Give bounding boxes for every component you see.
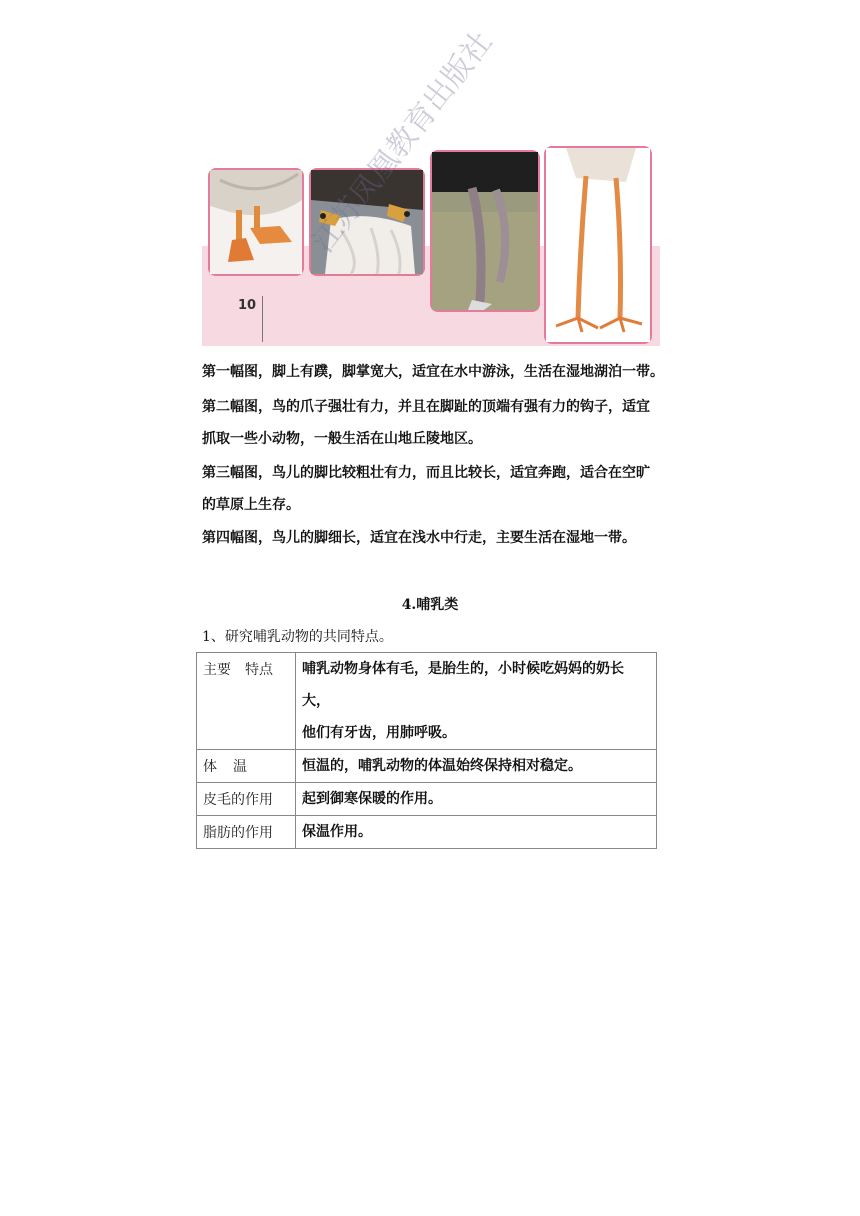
row-value: 起到御寒保暖的作用。 [296, 783, 657, 816]
table-row [197, 783, 657, 816]
row-label: 体温 [197, 750, 296, 783]
row-label: 主要 特点 [197, 653, 296, 750]
paragraph-second-image: 第二幅图，鸟的爪子强壮有力，并且在脚趾的顶端有强有力的钩子，适宜 [202, 399, 650, 415]
paragraph-second-image-cont: 抓取一些小动物，一般生活在山地丘陵地区。 [202, 431, 482, 447]
bird-feet-figure [202, 25, 660, 346]
paragraph-third-image: 第三幅图，鸟儿的脚比较粗壮有力，而且比较长，适宜奔跑，适合在空旷 [202, 465, 650, 481]
paragraph-third-image-cont: 的草原上生存。 [202, 497, 300, 513]
paragraph-first-image: 第一幅图，脚上有蹼，脚掌宽大，适宜在水中游泳，生活在湿地湖泊一带。 [202, 364, 664, 380]
duck-feet-photo [208, 168, 304, 276]
paragraph-fourth-image: 第四幅图，鸟儿的脚细长，适宜在浅水中行走，主要生活在湿地一带。 [202, 530, 636, 546]
page-number: 10 [238, 298, 257, 313]
table-row [197, 750, 657, 783]
publisher-watermark: 江苏凤凰教育出版社 [305, 25, 500, 260]
mammal-traits-table [196, 652, 657, 849]
row-label: 脂肪的作用 [197, 816, 296, 849]
section-title: 4.哺乳类 [401, 597, 459, 613]
row-value: 恒温的，哺乳动物的体温始终保持相对稳定。 [296, 750, 657, 783]
row-value: 保温作用。 [296, 816, 657, 849]
table-row [197, 653, 657, 750]
row-label: 皮毛的作用 [197, 783, 296, 816]
row-value: 哺乳动物身体有毛，是胎生的，小时候吃妈妈的奶长大， 他们有牙齿，用肺呼吸。 [296, 653, 657, 750]
question-text: 1、研究哺乳动物的共同特点。 [202, 629, 393, 645]
page-number-rule [262, 296, 263, 342]
table-row [197, 816, 657, 849]
